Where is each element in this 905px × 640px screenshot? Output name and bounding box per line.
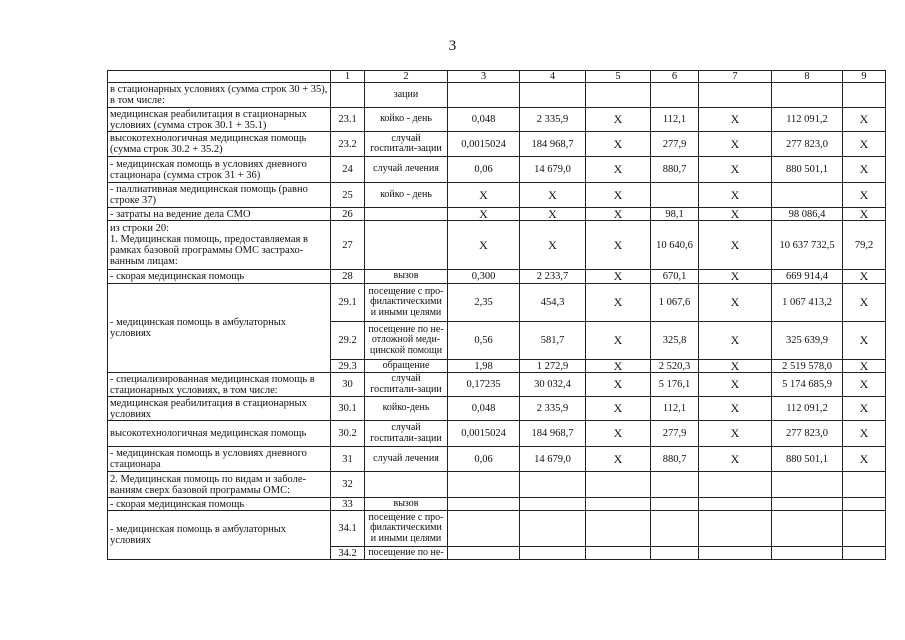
table-row [108, 373, 886, 397]
table-row [108, 511, 886, 547]
not-applicable-mark: X [586, 322, 651, 360]
value-cell [520, 498, 586, 511]
page-number: 3 [448, 38, 457, 54]
row-number [331, 83, 365, 108]
not-applicable-mark: X [699, 284, 772, 322]
unit-of-measure: койко-день [365, 397, 448, 421]
value-cell [651, 83, 699, 108]
value-cell [699, 472, 772, 498]
value-cell [843, 472, 886, 498]
value-cell: 2 520,3 [651, 360, 699, 373]
column-number: 7 [699, 71, 772, 83]
not-applicable-mark: X [699, 132, 772, 157]
value-cell [651, 183, 699, 208]
value-cell [772, 511, 843, 547]
not-applicable-mark: X [843, 284, 886, 322]
not-applicable-mark: X [843, 108, 886, 132]
value-cell: 0,06 [448, 157, 520, 183]
financing-table [107, 70, 886, 560]
not-applicable-mark: X [843, 373, 886, 397]
not-applicable-mark: X [586, 373, 651, 397]
value-cell: 184 968,7 [520, 132, 586, 157]
not-applicable-mark: X [586, 108, 651, 132]
value-cell [699, 511, 772, 547]
not-applicable-mark: X [843, 421, 886, 447]
not-applicable-mark: X [586, 221, 651, 270]
column-number: 8 [772, 71, 843, 83]
row-number: 30.2 [331, 421, 365, 447]
value-cell: 10 637 732,5 [772, 221, 843, 270]
value-cell: 10 640,6 [651, 221, 699, 270]
value-cell [651, 472, 699, 498]
value-cell: 1 272,9 [520, 360, 586, 373]
value-cell: 325,8 [651, 322, 699, 360]
not-applicable-mark: X [699, 221, 772, 270]
row-number: 25 [331, 183, 365, 208]
unit-of-measure: случай лечения [365, 447, 448, 472]
value-cell: 277 823,0 [772, 421, 843, 447]
value-cell [651, 498, 699, 511]
value-cell: 112,1 [651, 108, 699, 132]
unit-of-measure: обращение [365, 360, 448, 373]
row-number: 24 [331, 157, 365, 183]
table-row [108, 221, 886, 270]
value-cell [651, 547, 699, 560]
value-cell: 277,9 [651, 421, 699, 447]
value-cell: 1 067 413,2 [772, 284, 843, 322]
not-applicable-mark: X [448, 221, 520, 270]
not-applicable-mark: X [699, 322, 772, 360]
value-cell: 581,7 [520, 322, 586, 360]
value-cell [448, 511, 520, 547]
value-cell [772, 498, 843, 511]
row-number: 33 [331, 498, 365, 511]
row-description: - скорая медицинская помощь [108, 498, 331, 511]
column-number-row [108, 71, 886, 83]
value-cell: 2 335,9 [520, 108, 586, 132]
value-cell: 112 091,2 [772, 108, 843, 132]
value-cell: 14 679,0 [520, 157, 586, 183]
unit-of-measure: койко - день [365, 183, 448, 208]
row-number: 29.1 [331, 284, 365, 322]
table-row [108, 284, 886, 322]
not-applicable-mark: X [699, 360, 772, 373]
unit-of-measure [365, 472, 448, 498]
value-cell [448, 547, 520, 560]
unit-of-measure: случай госпитали-зации [365, 373, 448, 397]
table-row [108, 83, 886, 108]
row-description: медицинская реабилитация в стационарных условиях (сумма строк 30.1 + 35.1) [108, 108, 331, 132]
row-number: 30.1 [331, 397, 365, 421]
value-cell [586, 547, 651, 560]
value-cell: 669 914,4 [772, 270, 843, 284]
row-description: - специализированная медицинская помощь в стационарных условиях, в том числе: [108, 373, 331, 397]
table-row [108, 270, 886, 284]
not-applicable-mark: X [843, 322, 886, 360]
value-cell: 30 032,4 [520, 373, 586, 397]
not-applicable-mark: X [843, 360, 886, 373]
unit-of-measure: посещение по не-отложной меди-цинской помощи [365, 322, 448, 360]
column-number: 4 [520, 71, 586, 83]
value-cell [699, 498, 772, 511]
column-number: 9 [843, 71, 886, 83]
unit-of-measure: случай госпитали-зации [365, 421, 448, 447]
row-number: 23.2 [331, 132, 365, 157]
value-cell: 0,048 [448, 397, 520, 421]
value-cell: 880 501,1 [772, 157, 843, 183]
column-number: 6 [651, 71, 699, 83]
not-applicable-mark: X [586, 183, 651, 208]
not-applicable-mark: X [843, 270, 886, 284]
value-cell: 5 176,1 [651, 373, 699, 397]
row-number: 31 [331, 447, 365, 472]
value-cell [843, 83, 886, 108]
not-applicable-mark: X [586, 397, 651, 421]
value-cell: 0,0015024 [448, 421, 520, 447]
value-cell [586, 83, 651, 108]
value-cell [586, 472, 651, 498]
value-cell: 112,1 [651, 397, 699, 421]
unit-of-measure [365, 208, 448, 221]
not-applicable-mark: X [699, 447, 772, 472]
row-description: высокотехнологичная медицинская помощь (сумма строк 30.2 + 35.2) [108, 132, 331, 157]
value-cell [586, 498, 651, 511]
row-description: из строки 20: 1. Медицинская помощь, предоставляемая в рамках базовой программы ОМС застрахо-ванным лицам: [108, 221, 331, 270]
row-description: 2. Медицинская помощь по видам и заболе-ваниям сверх базовой программы ОМС: [108, 472, 331, 498]
value-cell: 5 174 685,9 [772, 373, 843, 397]
value-cell: 79,2 [843, 221, 886, 270]
value-cell: 2 233,7 [520, 270, 586, 284]
value-cell: 670,1 [651, 270, 699, 284]
unit-of-measure: койко - день [365, 108, 448, 132]
value-cell [772, 83, 843, 108]
value-cell [699, 547, 772, 560]
unit-of-measure: посещение по не- [365, 547, 448, 560]
value-cell: 0,06 [448, 447, 520, 472]
row-number: 26 [331, 208, 365, 221]
column-number: 5 [586, 71, 651, 83]
row-description: - скорая медицинская помощь [108, 270, 331, 284]
not-applicable-mark: X [699, 421, 772, 447]
row-number: 29.3 [331, 360, 365, 373]
unit-of-measure: вызов [365, 498, 448, 511]
not-applicable-mark: X [843, 208, 886, 221]
not-applicable-mark: X [586, 132, 651, 157]
value-cell: 184 968,7 [520, 421, 586, 447]
not-applicable-mark: X [843, 397, 886, 421]
not-applicable-mark: X [586, 284, 651, 322]
row-description: - паллиативная медицинская помощь (равно строке 37) [108, 183, 331, 208]
table-row [108, 447, 886, 472]
value-cell [651, 511, 699, 547]
value-cell: 277,9 [651, 132, 699, 157]
value-cell [520, 83, 586, 108]
table-row [108, 421, 886, 447]
row-description: - затраты на ведение дела СМО [108, 208, 331, 221]
value-cell [448, 83, 520, 108]
value-cell [520, 511, 586, 547]
unit-of-measure: случай лечения [365, 157, 448, 183]
not-applicable-mark: X [699, 183, 772, 208]
not-applicable-mark: X [586, 447, 651, 472]
value-cell: 112 091,2 [772, 397, 843, 421]
table-row [108, 208, 886, 221]
value-cell [772, 472, 843, 498]
not-applicable-mark: X [699, 270, 772, 284]
unit-of-measure: случай госпитали-зации [365, 132, 448, 157]
unit-of-measure: посещение с про-филактическими и иными целями [365, 284, 448, 322]
value-cell: 2,35 [448, 284, 520, 322]
not-applicable-mark: X [586, 208, 651, 221]
value-cell [448, 498, 520, 511]
value-cell [843, 511, 886, 547]
not-applicable-mark: X [699, 373, 772, 397]
value-cell: 325 639,9 [772, 322, 843, 360]
table-row [108, 108, 886, 132]
value-cell: 880 501,1 [772, 447, 843, 472]
not-applicable-mark: X [843, 157, 886, 183]
value-cell: 0,300 [448, 270, 520, 284]
unit-of-measure [365, 221, 448, 270]
value-cell: 277 823,0 [772, 132, 843, 157]
value-cell: 0,048 [448, 108, 520, 132]
not-applicable-mark: X [843, 183, 886, 208]
row-number: 28 [331, 270, 365, 284]
not-applicable-mark: X [520, 221, 586, 270]
column-number [108, 71, 331, 83]
row-description: - медицинская помощь в условиях дневного стационара (сумма строк 31 + 36) [108, 157, 331, 183]
unit-of-measure: посещение с про-филактическими и иными целями [365, 511, 448, 547]
row-number: 30 [331, 373, 365, 397]
value-cell: 0,0015024 [448, 132, 520, 157]
not-applicable-mark: X [520, 208, 586, 221]
not-applicable-mark: X [699, 157, 772, 183]
value-cell: 98,1 [651, 208, 699, 221]
table-row [108, 157, 886, 183]
row-number: 34.2 [331, 547, 365, 560]
value-cell [520, 547, 586, 560]
column-number: 3 [448, 71, 520, 83]
row-number: 34.1 [331, 511, 365, 547]
value-cell [448, 472, 520, 498]
value-cell: 880,7 [651, 157, 699, 183]
unit-of-measure: вызов [365, 270, 448, 284]
value-cell: 1,98 [448, 360, 520, 373]
value-cell: 2 335,9 [520, 397, 586, 421]
not-applicable-mark: X [586, 421, 651, 447]
not-applicable-mark: X [520, 183, 586, 208]
value-cell: 98 086,4 [772, 208, 843, 221]
value-cell [772, 547, 843, 560]
not-applicable-mark: X [699, 108, 772, 132]
row-description: медицинская реабилитация в стационарных условиях [108, 397, 331, 421]
not-applicable-mark: X [843, 132, 886, 157]
row-description: - медицинская помощь в амбулаторных условиях [108, 511, 331, 560]
row-number: 27 [331, 221, 365, 270]
not-applicable-mark: X [586, 360, 651, 373]
row-description: - медицинская помощь в условиях дневного стационара [108, 447, 331, 472]
value-cell: 2 519 578,0 [772, 360, 843, 373]
table-body [108, 83, 886, 560]
not-applicable-mark: X [586, 270, 651, 284]
value-cell: 454,3 [520, 284, 586, 322]
row-description: в стационарных условиях (сумма строк 30 + 35), в том числе: [108, 83, 331, 108]
not-applicable-mark: X [699, 397, 772, 421]
value-cell [586, 511, 651, 547]
row-number: 23.1 [331, 108, 365, 132]
not-applicable-mark: X [699, 208, 772, 221]
value-cell: 1 067,6 [651, 284, 699, 322]
value-cell: 14 679,0 [520, 447, 586, 472]
value-cell [699, 83, 772, 108]
column-number: 2 [365, 71, 448, 83]
row-description: высокотехнологичная медицинская помощь [108, 421, 331, 447]
value-cell: 880,7 [651, 447, 699, 472]
not-applicable-mark: X [448, 183, 520, 208]
table-row [108, 132, 886, 157]
value-cell [520, 472, 586, 498]
value-cell [772, 183, 843, 208]
value-cell: 0,17235 [448, 373, 520, 397]
not-applicable-mark: X [843, 447, 886, 472]
table-row [108, 183, 886, 208]
row-number: 29.2 [331, 322, 365, 360]
not-applicable-mark: X [448, 208, 520, 221]
table-row [108, 498, 886, 511]
row-number: 32 [331, 472, 365, 498]
not-applicable-mark: X [586, 157, 651, 183]
table-row [108, 397, 886, 421]
value-cell: 0,56 [448, 322, 520, 360]
unit-of-measure: зации [365, 83, 448, 108]
row-description: - медицинская помощь в амбулаторных условиях [108, 284, 331, 373]
column-number: 1 [331, 71, 365, 83]
value-cell [843, 498, 886, 511]
value-cell [843, 547, 886, 560]
table-row [108, 472, 886, 498]
